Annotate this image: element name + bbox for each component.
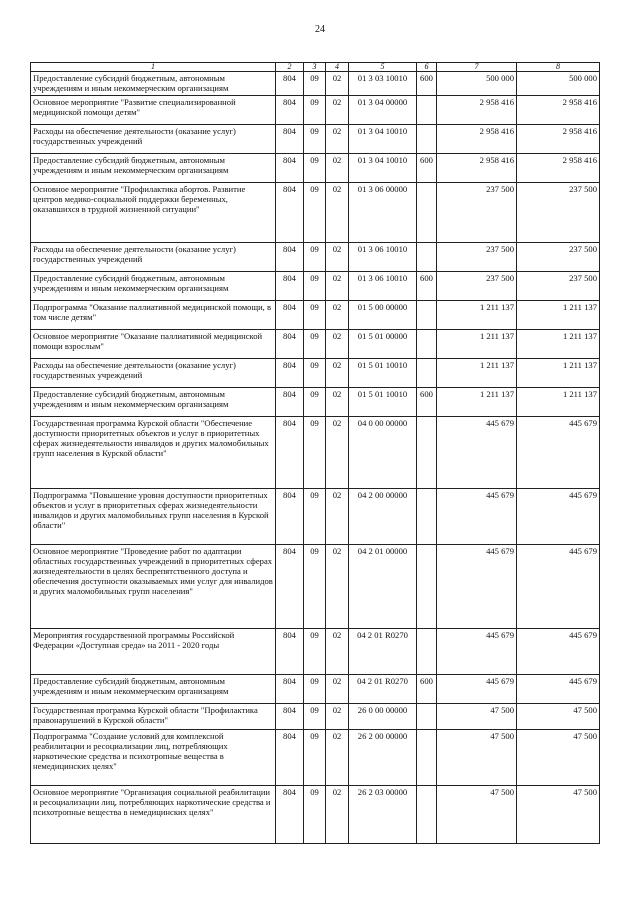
target-article-cell: 01 3 04 10010 — [349, 125, 417, 154]
table-row — [31, 272, 600, 301]
row-name-cell: Подпрограмма "Повышение уровня доступности приоритетных объектов и услуг в приоритетных сферах жизнедеятельности инвалидов и других маломобильных групп населения в Курской области" — [31, 489, 276, 545]
target-article-cell: 01 5 01 10010 — [349, 359, 417, 388]
expense-type-cell — [417, 730, 437, 786]
amount-cell: 1 211 137 — [517, 359, 600, 388]
expense-type-cell: 600 — [417, 675, 437, 704]
amount-cell: 47 500 — [517, 704, 600, 730]
amount-cell: 47 500 — [437, 786, 517, 844]
amount-cell: 1 211 137 — [517, 301, 600, 330]
amount-cell: 2 958 416 — [437, 96, 517, 125]
subsection2-code-cell: 02 — [326, 72, 349, 96]
subsection-code-cell: 09 — [304, 629, 326, 675]
amount-cell: 2 958 416 — [517, 96, 600, 125]
subsection2-code-cell: 02 — [326, 388, 349, 417]
amount-cell: 2 958 416 — [437, 154, 517, 183]
section-code-cell: 804 — [276, 675, 304, 704]
section-code-cell: 804 — [276, 629, 304, 675]
table-row — [31, 675, 600, 704]
row-name-cell: Основное мероприятие "Оказание паллиативной медицинской помощи взрослым" — [31, 330, 276, 359]
target-article-cell: 26 0 00 00000 — [349, 704, 417, 730]
table-row — [31, 330, 600, 359]
expense-type-cell — [417, 243, 437, 272]
row-name-cell: Предоставление субсидий бюджетным, автономным учреждениям и иным некоммерческим организациям — [31, 675, 276, 704]
row-name-cell: Основное мероприятие "Проведение работ по адаптации областных государственных учреждений в приоритетных сферах жизнедеятельности в целях беспрепятственного доступа и обеспечения доступности оказываемых ими услуг для инвалидов и других маломобильных групп населения" — [31, 545, 276, 629]
section-code-cell: 804 — [276, 388, 304, 417]
subsection2-code-cell: 02 — [326, 730, 349, 786]
row-name-cell: Расходы на обеспечение деятельности (оказание услуг) государственных учреждений — [31, 125, 276, 154]
target-article-cell: 01 3 06 10010 — [349, 243, 417, 272]
table-row — [31, 704, 600, 730]
amount-cell: 47 500 — [517, 786, 600, 844]
target-article-cell: 04 0 00 00000 — [349, 417, 417, 489]
amount-cell: 445 679 — [437, 629, 517, 675]
row-name-cell: Государственная программа Курской области "Обеспечение доступности приоритетных объектов и услуг в приоритетных сферах жизнедеятельности инвалидов и других маломобильных групп населения в Курской области" — [31, 417, 276, 489]
subsection2-code-cell: 02 — [326, 96, 349, 125]
amount-cell: 47 500 — [437, 704, 517, 730]
subsection-code-cell: 09 — [304, 704, 326, 730]
amount-cell: 445 679 — [437, 489, 517, 545]
row-name-cell: Расходы на обеспечение деятельности (оказание услуг) государственных учреждений — [31, 243, 276, 272]
amount-cell: 1 211 137 — [517, 388, 600, 417]
row-name-cell: Основное мероприятие "Развитие специализированной медицинской помощи детям" — [31, 96, 276, 125]
column-header: 2 — [276, 63, 304, 72]
section-code-cell: 804 — [276, 417, 304, 489]
expense-type-cell — [417, 704, 437, 730]
section-code-cell: 804 — [276, 154, 304, 183]
target-article-cell: 01 5 01 10010 — [349, 388, 417, 417]
subsection2-code-cell: 02 — [326, 125, 349, 154]
amount-cell: 2 958 416 — [437, 125, 517, 154]
row-name-cell: Предоставление субсидий бюджетным, автономным учреждениям и иным некоммерческим организациям — [31, 272, 276, 301]
amount-cell: 500 000 — [437, 72, 517, 96]
amount-cell: 445 679 — [437, 417, 517, 489]
subsection-code-cell: 09 — [304, 301, 326, 330]
subsection-code-cell: 09 — [304, 417, 326, 489]
amount-cell: 237 500 — [517, 243, 600, 272]
expense-type-cell: 600 — [417, 388, 437, 417]
target-article-cell: 01 3 03 10010 — [349, 72, 417, 96]
expense-type-cell: 600 — [417, 154, 437, 183]
column-header: 5 — [349, 63, 417, 72]
amount-cell: 445 679 — [517, 545, 600, 629]
subsection-code-cell: 09 — [304, 243, 326, 272]
amount-cell: 237 500 — [517, 272, 600, 301]
amount-cell: 237 500 — [517, 183, 600, 243]
amount-cell: 445 679 — [517, 629, 600, 675]
subsection2-code-cell: 02 — [326, 545, 349, 629]
subsection-code-cell: 09 — [304, 125, 326, 154]
amount-cell: 445 679 — [437, 675, 517, 704]
amount-cell: 2 958 416 — [517, 154, 600, 183]
row-name-cell: Подпрограмма "Оказание паллиативной медицинской помощи, в том числе детям" — [31, 301, 276, 330]
table-row — [31, 183, 600, 243]
amount-cell: 237 500 — [437, 183, 517, 243]
column-header: 6 — [417, 63, 437, 72]
section-code-cell: 804 — [276, 183, 304, 243]
table-row — [31, 154, 600, 183]
row-name-cell: Мероприятия государственной программы Российской Федерации «Доступная среда» на 2011 - 2020 годы — [31, 629, 276, 675]
row-name-cell: Расходы на обеспечение деятельности (оказание услуг) государственных учреждений — [31, 359, 276, 388]
amount-cell: 47 500 — [437, 730, 517, 786]
table-row — [31, 629, 600, 675]
section-code-cell: 804 — [276, 243, 304, 272]
table-row — [31, 786, 600, 844]
amount-cell: 445 679 — [517, 489, 600, 545]
row-name-cell: Предоставление субсидий бюджетным, автономным учреждениям и иным некоммерческим организациям — [31, 72, 276, 96]
table-row — [31, 96, 600, 125]
subsection-code-cell: 09 — [304, 272, 326, 301]
table-header-row — [31, 63, 600, 72]
subsection2-code-cell: 02 — [326, 301, 349, 330]
expense-type-cell — [417, 489, 437, 545]
table-row — [31, 489, 600, 545]
section-code-cell: 804 — [276, 125, 304, 154]
amount-cell: 1 211 137 — [437, 359, 517, 388]
section-code-cell: 804 — [276, 730, 304, 786]
target-article-cell: 04 2 01 R0270 — [349, 629, 417, 675]
expense-type-cell: 600 — [417, 272, 437, 301]
expense-type-cell — [417, 183, 437, 243]
subsection2-code-cell: 02 — [326, 629, 349, 675]
target-article-cell: 01 3 04 10010 — [349, 154, 417, 183]
amount-cell: 500 000 — [517, 72, 600, 96]
subsection-code-cell: 09 — [304, 489, 326, 545]
table-row — [31, 417, 600, 489]
subsection-code-cell: 09 — [304, 388, 326, 417]
row-name-cell: Предоставление субсидий бюджетным, автономным учреждениям и иным некоммерческим организациям — [31, 388, 276, 417]
column-header: 1 — [31, 63, 276, 72]
subsection2-code-cell: 02 — [326, 786, 349, 844]
target-article-cell: 04 2 01 00000 — [349, 545, 417, 629]
expense-type-cell — [417, 629, 437, 675]
subsection2-code-cell: 02 — [326, 704, 349, 730]
target-article-cell: 26 2 00 00000 — [349, 730, 417, 786]
subsection-code-cell: 09 — [304, 359, 326, 388]
section-code-cell: 804 — [276, 96, 304, 125]
subsection-code-cell: 09 — [304, 786, 326, 844]
expense-type-cell — [417, 125, 437, 154]
target-article-cell: 01 5 00 00000 — [349, 301, 417, 330]
table-row — [31, 388, 600, 417]
subsection2-code-cell: 02 — [326, 154, 349, 183]
target-article-cell: 01 5 01 00000 — [349, 330, 417, 359]
subsection-code-cell: 09 — [304, 96, 326, 125]
target-article-cell: 01 3 04 00000 — [349, 96, 417, 125]
section-code-cell: 804 — [276, 301, 304, 330]
subsection2-code-cell: 02 — [326, 359, 349, 388]
budget-table — [30, 62, 600, 844]
subsection2-code-cell: 02 — [326, 675, 349, 704]
column-header: 7 — [437, 63, 517, 72]
row-name-cell: Основное мероприятие "Профилактика абортов. Развитие центров медико-социальной поддержки беременных, оказавшихся в трудной жизненной ситуации" — [31, 183, 276, 243]
target-article-cell: 01 3 06 00000 — [349, 183, 417, 243]
column-header: 4 — [326, 63, 349, 72]
expense-type-cell — [417, 96, 437, 125]
table-row — [31, 301, 600, 330]
expense-type-cell — [417, 301, 437, 330]
table-row — [31, 72, 600, 96]
section-code-cell: 804 — [276, 330, 304, 359]
subsection-code-cell: 09 — [304, 183, 326, 243]
expense-type-cell — [417, 359, 437, 388]
amount-cell: 1 211 137 — [437, 388, 517, 417]
target-article-cell: 04 2 00 00000 — [349, 489, 417, 545]
section-code-cell: 804 — [276, 359, 304, 388]
subsection2-code-cell: 02 — [326, 243, 349, 272]
expense-type-cell — [417, 545, 437, 629]
section-code-cell: 804 — [276, 489, 304, 545]
target-article-cell: 04 2 01 R0270 — [349, 675, 417, 704]
column-header: 8 — [517, 63, 600, 72]
row-name-cell: Государственная программа Курской области "Профилактика правонарушений в Курской области" — [31, 704, 276, 730]
table-row — [31, 359, 600, 388]
amount-cell: 2 958 416 — [517, 125, 600, 154]
amount-cell: 237 500 — [437, 272, 517, 301]
page-number: 24 — [315, 24, 325, 35]
amount-cell: 445 679 — [437, 545, 517, 629]
table-row — [31, 730, 600, 786]
subsection-code-cell: 09 — [304, 545, 326, 629]
table-row — [31, 125, 600, 154]
amount-cell: 47 500 — [517, 730, 600, 786]
expense-type-cell — [417, 786, 437, 844]
amount-cell: 445 679 — [517, 417, 600, 489]
amount-cell: 237 500 — [437, 243, 517, 272]
amount-cell: 445 679 — [517, 675, 600, 704]
amount-cell: 1 211 137 — [437, 330, 517, 359]
subsection-code-cell: 09 — [304, 154, 326, 183]
section-code-cell: 804 — [276, 704, 304, 730]
subsection2-code-cell: 02 — [326, 272, 349, 301]
table-row — [31, 545, 600, 629]
target-article-cell: 26 2 03 00000 — [349, 786, 417, 844]
amount-cell: 1 211 137 — [437, 301, 517, 330]
subsection2-code-cell: 02 — [326, 330, 349, 359]
subsection-code-cell: 09 — [304, 730, 326, 786]
section-code-cell: 804 — [276, 545, 304, 629]
target-article-cell: 01 3 06 10010 — [349, 272, 417, 301]
section-code-cell: 804 — [276, 72, 304, 96]
expense-type-cell — [417, 417, 437, 489]
row-name-cell: Основное мероприятие "Организация социальной реабилитации и ресоциализации лиц, потребляющих наркотические средства и психотропные вещества в немедицинских целях" — [31, 786, 276, 844]
row-name-cell: Подпрограмма "Создание условий для комплексной реабилитации и ресоциализации лиц, потребляющих наркотические средства и психотропные вещества в немедицинских целях" — [31, 730, 276, 786]
subsection2-code-cell: 02 — [326, 417, 349, 489]
subsection-code-cell: 09 — [304, 72, 326, 96]
expense-type-cell — [417, 330, 437, 359]
subsection2-code-cell: 02 — [326, 489, 349, 545]
table-row — [31, 243, 600, 272]
subsection-code-cell: 09 — [304, 330, 326, 359]
subsection2-code-cell: 02 — [326, 183, 349, 243]
section-code-cell: 804 — [276, 272, 304, 301]
expense-type-cell: 600 — [417, 72, 437, 96]
amount-cell: 1 211 137 — [517, 330, 600, 359]
section-code-cell: 804 — [276, 786, 304, 844]
column-header: 3 — [304, 63, 326, 72]
subsection-code-cell: 09 — [304, 675, 326, 704]
row-name-cell: Предоставление субсидий бюджетным, автономным учреждениям и иным некоммерческим организациям — [31, 154, 276, 183]
